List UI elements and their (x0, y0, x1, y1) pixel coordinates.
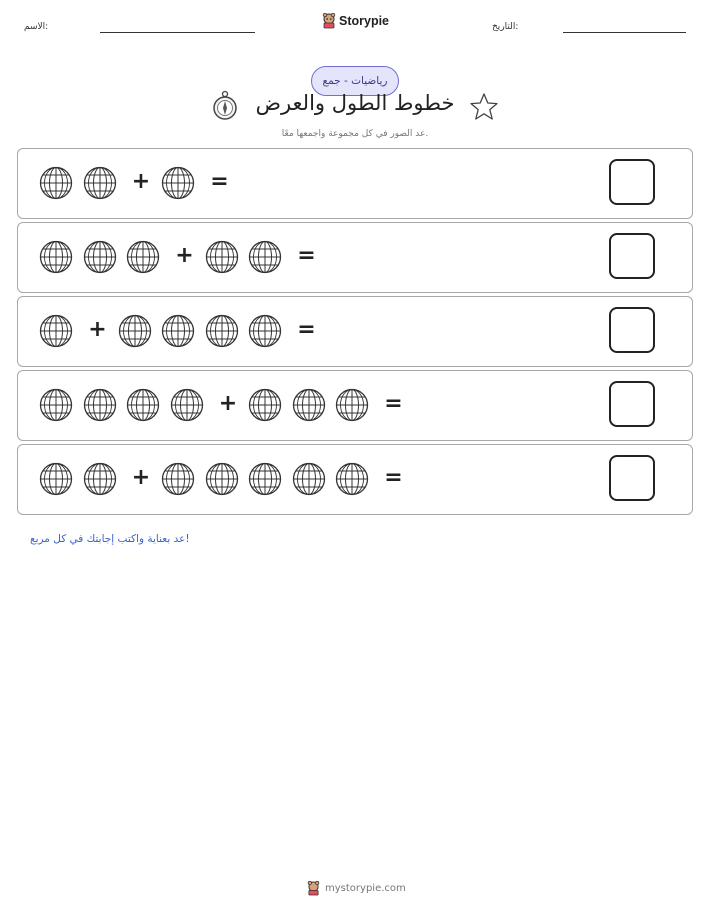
globe-icon (39, 388, 73, 422)
name-line[interactable] (100, 32, 255, 33)
globe-icon (248, 240, 282, 274)
globe-icon (83, 388, 117, 422)
answer-box[interactable] (609, 159, 655, 205)
globe-icon (205, 462, 239, 496)
globe-icon (248, 388, 282, 422)
footer (307, 881, 406, 896)
globe-icon (126, 240, 160, 274)
plus-sign: + (218, 391, 238, 416)
plus-sign: + (131, 169, 151, 194)
star-icon (469, 92, 499, 122)
globe-icon (118, 314, 152, 348)
equals-sign: = (210, 169, 229, 194)
globe-icon (205, 240, 239, 274)
storypie-mascot-icon (307, 881, 320, 896)
plus-sign: + (175, 243, 194, 268)
globe-icon (83, 462, 117, 496)
problem-row (17, 370, 693, 441)
equals-sign: = (297, 317, 316, 342)
equals-sign: = (297, 243, 316, 268)
globe-icon (292, 462, 326, 496)
globe-icon (83, 166, 117, 200)
problem-row (17, 444, 693, 515)
compass-icon (212, 90, 238, 122)
problem-row (17, 222, 693, 293)
answer-box[interactable] (609, 455, 655, 501)
globe-icon (170, 388, 204, 422)
instructions: عد الصور في كل مجموعة واجمعها معًا. (281, 129, 429, 139)
subject-tag: رياضيات - جمع (311, 66, 399, 96)
footer-url: mystorypie.com (325, 883, 406, 894)
storypie-mascot-icon (322, 13, 336, 29)
brand-name: Storypie (339, 14, 390, 28)
equals-sign: = (384, 465, 403, 490)
answer-box[interactable] (609, 307, 655, 353)
globe-icon (39, 314, 73, 348)
worksheet-title: خطوط الطول والعرض (255, 91, 455, 115)
globe-icon (161, 314, 195, 348)
globe-icon (335, 388, 369, 422)
plus-sign: + (131, 465, 151, 490)
globe-icon (39, 462, 73, 496)
answer-box[interactable] (609, 381, 655, 427)
name-label: الاسم: (24, 22, 49, 32)
globe-icon (39, 240, 73, 274)
globe-icon (335, 462, 369, 496)
globe-icon (39, 166, 73, 200)
globe-icon (126, 388, 160, 422)
globe-icon (83, 240, 117, 274)
answer-box[interactable] (609, 233, 655, 279)
date-label: التاريخ: (492, 22, 519, 32)
globe-icon (248, 462, 282, 496)
date-line[interactable] (563, 32, 686, 33)
globe-icon (161, 166, 195, 200)
globe-icon (205, 314, 239, 348)
globe-icon (248, 314, 282, 348)
footer-note: عد بعناية واكتب إجابتك في كل مربع! (30, 533, 190, 545)
problem-row (17, 296, 693, 367)
brand-logo (322, 13, 389, 29)
problem-row (17, 148, 693, 219)
globe-icon (292, 388, 326, 422)
plus-sign: + (88, 317, 107, 342)
equals-sign: = (384, 391, 403, 416)
globe-icon (161, 462, 195, 496)
